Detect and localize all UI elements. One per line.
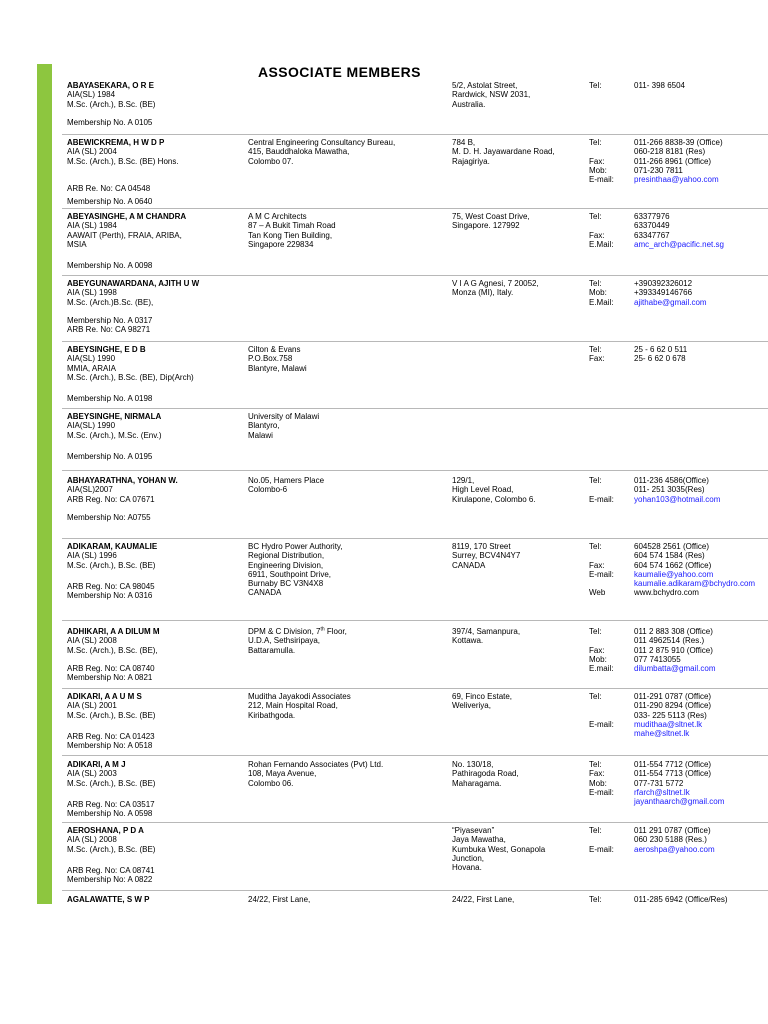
arb-number: ARB Reg. No: CA 98045 bbox=[67, 581, 155, 591]
member-qualification: AIA (SL) 1998 bbox=[67, 288, 117, 298]
address-line: CANADA bbox=[452, 560, 486, 570]
address-line: Kumbuka West, Gonapola bbox=[452, 844, 546, 854]
contact-value: 011-291 0787 (Office) bbox=[634, 692, 712, 701]
member-qualification: M.Sc. (Arch.), B.Sc. (BE) bbox=[67, 99, 156, 109]
contact-label: Tel: bbox=[589, 279, 602, 288]
arb-number: ARB Re. No: CA 04548 bbox=[67, 184, 151, 194]
contact-label: Mob: bbox=[589, 654, 607, 664]
office-line: Tan Kong Tien Building, bbox=[248, 230, 333, 240]
contact-value: 011-266 8838-39 (Office) bbox=[634, 138, 723, 147]
member-qualification: AIA(SL) 1984 bbox=[67, 90, 116, 100]
member-office bbox=[248, 760, 383, 788]
address-line: Australia. bbox=[452, 99, 486, 109]
address-line: Surrey, BCV4N4Y7 bbox=[452, 551, 521, 561]
address-line: Monza (MI), Italy. bbox=[452, 288, 514, 298]
member-qualification: AIA(SL)2007 bbox=[67, 485, 113, 495]
member-address bbox=[452, 826, 545, 872]
contact-label bbox=[589, 221, 613, 230]
member-address bbox=[452, 895, 514, 904]
contact-values bbox=[634, 627, 715, 673]
contact-value: 060-218 8181 (Res) bbox=[634, 147, 706, 157]
contact-labels bbox=[589, 345, 605, 364]
contact-labels bbox=[589, 895, 601, 904]
member-address bbox=[452, 476, 536, 504]
contact-label: Fax: bbox=[589, 560, 605, 570]
contact-label: Mob: bbox=[589, 288, 607, 298]
office-line: Kiribathgoda. bbox=[248, 710, 296, 720]
contact-label: E-mail: bbox=[589, 787, 614, 797]
contact-label: Mob: bbox=[589, 165, 607, 175]
contact-labels bbox=[589, 279, 613, 307]
member-name: AGALAWATTE, S W P bbox=[67, 895, 150, 904]
membership-number: Membership No: A0755 bbox=[67, 513, 151, 523]
membership-number: Membership No. A 0105 bbox=[67, 118, 153, 128]
member-qualification: AIA (SL) 2004 bbox=[67, 147, 117, 157]
email-link[interactable]: rfarch@sltnet.lk bbox=[634, 787, 690, 797]
office-line: Singapore 229834 bbox=[248, 239, 314, 249]
member-address bbox=[452, 138, 555, 166]
contact-value: 604528 2561 (Office) bbox=[634, 542, 710, 551]
address-line: M. D. H. Jayawardane Road, bbox=[452, 147, 555, 157]
entry-divider bbox=[62, 341, 768, 342]
address-line: Maharagama. bbox=[452, 778, 502, 788]
member-qualification: M.Sc. (Arch.), B.Sc. (BE) bbox=[67, 710, 156, 720]
member-info bbox=[67, 412, 243, 461]
address-line: Singapore. 127992 bbox=[452, 221, 520, 231]
member-info bbox=[67, 542, 243, 600]
contact-label: Tel: bbox=[589, 895, 602, 904]
office-line: No.05, Hamers Place bbox=[248, 476, 325, 485]
office-line: DPM & C Division, 7th Floor, bbox=[248, 626, 347, 636]
contact-label bbox=[589, 711, 614, 720]
office-line: Engineering Division, bbox=[248, 560, 324, 570]
member-name: ABEYASINGHE, A M CHANDRA bbox=[67, 212, 187, 221]
address-line: 75, West Coast Drive, bbox=[452, 212, 530, 221]
website-link[interactable]: www.bchydro.com bbox=[634, 588, 699, 598]
contact-value: 077 7413055 bbox=[634, 654, 681, 664]
contact-values bbox=[634, 476, 720, 504]
address-line: 397/4, Samanpura, bbox=[452, 627, 521, 636]
contact-value: 63370449 bbox=[634, 221, 670, 231]
contact-label: Tel: bbox=[589, 760, 602, 769]
membership-number: Membership No. A 0640 bbox=[67, 196, 153, 206]
contact-label bbox=[589, 485, 614, 494]
contact-labels bbox=[589, 81, 601, 90]
member-name: ABEYSINGHE, NIRMALA bbox=[67, 412, 162, 421]
member-office bbox=[248, 138, 395, 166]
email-link[interactable]: ajithabe@gmail.com bbox=[634, 297, 707, 307]
member-name: ABHAYARATHNA, YOHAN W. bbox=[67, 476, 178, 485]
arb-number: ARB Reg. No: CA 07671 bbox=[67, 494, 155, 504]
email-link[interactable]: yohan103@hotmail.com bbox=[634, 494, 721, 504]
member-office bbox=[248, 542, 343, 598]
member-qualification: MMIA, ARAIA bbox=[67, 363, 116, 373]
member-name: ABEWICKREMA, H W D P bbox=[67, 138, 165, 147]
office-line: Malawi bbox=[248, 430, 273, 440]
contact-value: 63377976 bbox=[634, 212, 670, 221]
member-qualification: M.Sc. (Arch.), B.Sc. (BE), bbox=[67, 645, 158, 655]
contact-value: 25- 6 62 0 678 bbox=[634, 354, 686, 364]
member-info bbox=[67, 138, 243, 206]
office-line: Central Engineering Consultancy Bureau, bbox=[248, 138, 396, 147]
member-qualification: MSIA bbox=[67, 239, 87, 249]
contact-value: 011-285 6942 (Office/Res) bbox=[634, 895, 728, 904]
office-line: Colombo-6 bbox=[248, 485, 288, 495]
member-office bbox=[248, 345, 307, 373]
membership-number: Membership No: A 0518 bbox=[67, 741, 153, 751]
office-line: Blantyro, bbox=[248, 421, 280, 431]
contact-value: 011 291 0787 (Office) bbox=[634, 826, 711, 835]
office-line: University of Malawi bbox=[248, 412, 320, 421]
address-line: 69, Finco Estate, bbox=[452, 692, 513, 701]
membership-number: Membership No. A 0195 bbox=[67, 451, 153, 461]
contact-value: 011-236 4586(Office) bbox=[634, 476, 709, 485]
member-qualification: AIA (SL) 1996 bbox=[67, 551, 117, 561]
contact-values bbox=[634, 138, 723, 184]
office-line: 108, Maya Avenue, bbox=[248, 769, 317, 779]
contact-label: Fax: bbox=[589, 354, 605, 364]
email-link[interactable]: aeroshpa@yahoo.com bbox=[634, 844, 715, 854]
contact-value: 060 230 5188 (Res.) bbox=[634, 835, 707, 845]
member-info bbox=[67, 81, 243, 127]
contact-label bbox=[589, 636, 613, 645]
address-line: 24/22, First Lane, bbox=[452, 895, 515, 904]
email-link[interactable]: jayanthaarch@gmail.com bbox=[634, 797, 725, 807]
contact-value: 604 574 1584 (Res) bbox=[634, 551, 705, 561]
member-qualification: AIA(SL) 1990 bbox=[67, 421, 116, 431]
membership-number: Membership No: A 0316 bbox=[67, 591, 153, 601]
address-line: Pathiragoda Road, bbox=[452, 769, 519, 779]
contact-value: 033- 225 5113 (Res) bbox=[634, 710, 707, 720]
contact-value: 011- 398 6504 bbox=[634, 81, 686, 90]
contact-label bbox=[589, 701, 614, 710]
office-line: Regional Distribution, bbox=[248, 551, 325, 561]
entry-divider bbox=[62, 755, 768, 756]
member-qualification: M.Sc. (Arch.), M.Sc. (Env.) bbox=[67, 430, 162, 440]
member-info bbox=[67, 627, 243, 683]
contact-label bbox=[589, 579, 614, 588]
member-qualification: AIA (SL) 2003 bbox=[67, 769, 117, 779]
contact-label: Tel: bbox=[589, 212, 602, 221]
contact-value: +390392326012 bbox=[634, 279, 693, 288]
contact-label: Tel: bbox=[589, 542, 602, 551]
member-info bbox=[67, 760, 243, 818]
office-line: Burnaby BC V3N4X8 bbox=[248, 579, 324, 589]
entry-divider bbox=[62, 208, 768, 209]
office-line: U.D.A, Sethsiripaya, bbox=[248, 636, 321, 646]
contact-label: E-mail: bbox=[589, 494, 614, 504]
member-info bbox=[67, 345, 243, 403]
address-line: “Piyasevan” bbox=[452, 826, 495, 835]
office-line: Cilton & Evans bbox=[248, 345, 301, 354]
contact-values bbox=[634, 826, 715, 854]
contact-label: Mob: bbox=[589, 778, 607, 788]
office-line: 415, Bauddhaloka Mawatha, bbox=[248, 147, 350, 157]
member-info bbox=[67, 476, 243, 522]
contact-labels bbox=[589, 542, 614, 598]
contact-label: E.Mail: bbox=[589, 239, 614, 249]
entry-divider bbox=[62, 688, 768, 689]
contact-value: 011 2 883 308 (Office) bbox=[634, 627, 713, 636]
contact-label bbox=[589, 551, 614, 560]
member-office bbox=[248, 627, 347, 655]
arb-number: ARB Reg. No: CA 08741 bbox=[67, 865, 155, 875]
member-qualification: AIA (SL) 1984 bbox=[67, 221, 117, 231]
member-address bbox=[452, 81, 530, 109]
address-line: Hovana. bbox=[452, 863, 482, 873]
member-office bbox=[248, 692, 351, 720]
contact-value: 011 4962514 (Res.) bbox=[634, 636, 705, 646]
contact-value: 011-266 8961 (Office) bbox=[634, 156, 712, 166]
contact-label: Tel: bbox=[589, 138, 602, 147]
member-address bbox=[452, 279, 539, 298]
contact-label: Tel: bbox=[589, 826, 602, 835]
arb-number: ARB Re. No: CA 98271 bbox=[67, 325, 151, 335]
contact-value: 011-290 8294 (Office) bbox=[634, 701, 712, 711]
contact-values bbox=[634, 542, 755, 598]
member-qualification: AIA (SL) 2008 bbox=[67, 835, 117, 845]
contact-labels bbox=[589, 627, 613, 673]
address-line: 129/1, bbox=[452, 476, 475, 485]
entry-divider bbox=[62, 538, 768, 539]
member-address bbox=[452, 760, 519, 788]
email-link[interactable]: mudithaa@sltnet.lk bbox=[634, 719, 703, 729]
contact-label: E-mail: bbox=[589, 569, 614, 579]
address-line: Rardwick, NSW 2031, bbox=[452, 90, 531, 100]
entry-divider bbox=[62, 275, 768, 276]
green-margin-bar bbox=[37, 64, 52, 904]
member-office bbox=[248, 895, 310, 904]
member-qualification: M.Sc. (Arch.), B.Sc. (BE) bbox=[67, 844, 156, 854]
member-qualification: AAWAIT (Perth), FRAIA, ARIBA, bbox=[67, 230, 182, 240]
member-name: AEROSHANA, P D A bbox=[67, 826, 144, 835]
address-line: No. 130/18, bbox=[452, 760, 494, 769]
member-office bbox=[248, 212, 336, 249]
member-qualification: M.Sc. (Arch.), B.Sc. (BE) Hons. bbox=[67, 156, 179, 166]
entry-divider bbox=[62, 620, 768, 621]
contact-value: 071-230 7811 bbox=[634, 165, 683, 175]
arb-number: ARB Reg. No: CA 03517 bbox=[67, 799, 155, 809]
address-line: Weliveriya, bbox=[452, 701, 491, 711]
address-line: Junction, bbox=[452, 853, 485, 863]
office-line: Colombo 06. bbox=[248, 778, 294, 788]
contact-label: E-mail: bbox=[589, 175, 614, 185]
office-line: Colombo 07. bbox=[248, 156, 294, 166]
contact-value: 011-554 7713 (Office) bbox=[634, 769, 712, 779]
member-name: ABAYASEKARA, O R E bbox=[67, 81, 154, 90]
membership-number: Membership No. A 0317 bbox=[67, 316, 153, 326]
address-line: 8119, 170 Street bbox=[452, 542, 511, 551]
contact-labels bbox=[589, 138, 614, 184]
member-info bbox=[67, 895, 243, 904]
member-name: ADIKARI, A A U M S bbox=[67, 692, 142, 701]
email-link[interactable]: amc_arch@pacific.net.sg bbox=[634, 239, 724, 249]
entry-divider bbox=[62, 470, 768, 471]
contact-labels bbox=[589, 826, 614, 854]
contact-labels bbox=[589, 692, 614, 729]
member-address bbox=[452, 627, 520, 646]
contact-label: Fax: bbox=[589, 156, 605, 166]
email-link[interactable]: mahe@sltnet.lk bbox=[634, 729, 690, 739]
contact-values bbox=[634, 345, 687, 364]
contact-value: 011 2 875 910 (Office) bbox=[634, 645, 713, 655]
address-line: Jaya Mawatha, bbox=[452, 835, 506, 845]
contact-label: Fax: bbox=[589, 769, 605, 779]
member-address bbox=[452, 542, 520, 570]
address-line: Rajagiriya. bbox=[452, 156, 490, 166]
contact-value: 011- 251 3035(Res) bbox=[634, 485, 705, 495]
member-name: ABEYSINGHE, E D B bbox=[67, 345, 146, 354]
address-line: V I A G Agnesi, 7 20052, bbox=[452, 279, 539, 288]
contact-values bbox=[634, 895, 728, 904]
page-title: ASSOCIATE MEMBERS bbox=[258, 64, 421, 80]
address-line: High Level Road, bbox=[452, 485, 514, 495]
office-line: Battaramulla. bbox=[248, 645, 296, 655]
office-line: 87 – A Bukit Timah Road bbox=[248, 221, 336, 231]
office-line: 6911, Southpoint Drive, bbox=[248, 569, 332, 579]
contact-label: Tel: bbox=[589, 692, 602, 701]
member-info bbox=[67, 692, 243, 750]
contact-label: E-mail: bbox=[589, 719, 614, 729]
member-name: ADHIKARI, A A DILUM M bbox=[67, 627, 160, 636]
member-qualification: M.Sc. (Arch.), B.Sc. (BE) bbox=[67, 560, 156, 570]
address-line: Kirulapone, Colombo 6. bbox=[452, 494, 536, 504]
contact-values bbox=[634, 760, 724, 806]
contact-label: E-mail: bbox=[589, 844, 614, 854]
office-line: Rohan Fernando Associates (Pvt) Ltd. bbox=[248, 760, 384, 769]
membership-number: Membership No: A 0821 bbox=[67, 673, 153, 683]
contact-value: 604 574 1662 (Office) bbox=[634, 560, 712, 570]
membership-number: Membership No. A 0198 bbox=[67, 394, 153, 404]
contact-values bbox=[634, 692, 711, 738]
contact-values bbox=[634, 81, 685, 90]
contact-label bbox=[589, 835, 614, 844]
member-info bbox=[67, 212, 243, 270]
member-office bbox=[248, 412, 319, 440]
office-line: 212, Main Hospital Road, bbox=[248, 701, 338, 711]
member-office bbox=[248, 476, 324, 495]
member-qualification: AIA(SL) 1990 bbox=[67, 354, 116, 364]
entry-divider bbox=[62, 890, 768, 891]
office-line: Blantyre, Malawi bbox=[248, 363, 307, 373]
contact-values bbox=[634, 212, 724, 249]
office-line: CANADA bbox=[248, 588, 282, 598]
contact-labels bbox=[589, 212, 613, 249]
contact-value: 25 - 6 62 0 511 bbox=[634, 345, 688, 354]
contact-label: Tel: bbox=[589, 345, 602, 354]
contact-label: Fax: bbox=[589, 645, 605, 655]
member-address bbox=[452, 212, 530, 231]
email-link[interactable]: kaumalie.adikaram@bchydro.com bbox=[634, 579, 756, 589]
arb-number: ARB Reg. No: CA 08740 bbox=[67, 664, 155, 674]
contact-labels bbox=[589, 760, 614, 797]
membership-number: Membership No. A 0598 bbox=[67, 809, 153, 819]
office-line: P.O.Box.758 bbox=[248, 354, 293, 364]
member-address bbox=[452, 692, 512, 711]
member-name: ADIKARAM, KAUMALIE bbox=[67, 542, 158, 551]
contact-value: 077-731 5772 bbox=[634, 778, 684, 788]
email-link[interactable]: kaumalie@yahoo.com bbox=[634, 569, 714, 579]
entry-divider bbox=[62, 822, 768, 823]
contact-label bbox=[589, 147, 614, 156]
member-qualification: AIA (SL) 2008 bbox=[67, 636, 117, 646]
contact-label: Tel: bbox=[589, 627, 602, 636]
address-line: 784 B, bbox=[452, 138, 476, 147]
member-qualification: M.Sc. (Arch.), B.Sc. (BE), Dip(Arch) bbox=[67, 372, 194, 382]
email-link[interactable]: presinthaa@yahoo.com bbox=[634, 175, 719, 185]
entry-divider bbox=[62, 408, 768, 409]
member-info bbox=[67, 826, 243, 884]
office-line: Muditha Jayakodi Associates bbox=[248, 692, 351, 701]
office-line: BC Hydro Power Authority, bbox=[248, 542, 343, 551]
office-line: 24/22, First Lane, bbox=[248, 895, 311, 904]
email-link[interactable]: dilumbatta@gmail.com bbox=[634, 664, 716, 674]
contact-label: E.Mail: bbox=[589, 297, 614, 307]
contact-values bbox=[634, 279, 707, 307]
contact-value: 011-554 7712 (Office) bbox=[634, 760, 712, 769]
contact-label: Tel: bbox=[589, 81, 602, 90]
office-line: A M C Architects bbox=[248, 212, 307, 221]
contact-label: E.mail: bbox=[589, 664, 614, 674]
entry-divider bbox=[62, 134, 768, 135]
contact-labels bbox=[589, 476, 614, 504]
membership-number: Membership No: A 0822 bbox=[67, 875, 153, 885]
contact-label: Tel: bbox=[589, 476, 602, 485]
member-qualification: M.Sc. (Arch.)B.Sc. (BE), bbox=[67, 297, 154, 307]
membership-number: Membership No. A 0098 bbox=[67, 261, 153, 271]
member-name: ABEYGUNAWARDANA, AJITH U W bbox=[67, 279, 200, 288]
contact-label: Web bbox=[589, 588, 606, 598]
member-info bbox=[67, 279, 243, 335]
member-name: ADIKARI, A M J bbox=[67, 760, 126, 769]
member-qualification: M.Sc. (Arch.), B.Sc. (BE) bbox=[67, 778, 156, 788]
contact-value: 63347767 bbox=[634, 230, 670, 240]
address-line: 5/2, Astolat Street, bbox=[452, 81, 518, 90]
member-qualification: AIA (SL) 2001 bbox=[67, 701, 117, 711]
contact-value: +393349146766 bbox=[634, 288, 693, 298]
arb-number: ARB Reg. No: CA 01423 bbox=[67, 731, 155, 741]
contact-label: Fax: bbox=[589, 230, 605, 240]
address-line: Kottawa. bbox=[452, 636, 484, 646]
